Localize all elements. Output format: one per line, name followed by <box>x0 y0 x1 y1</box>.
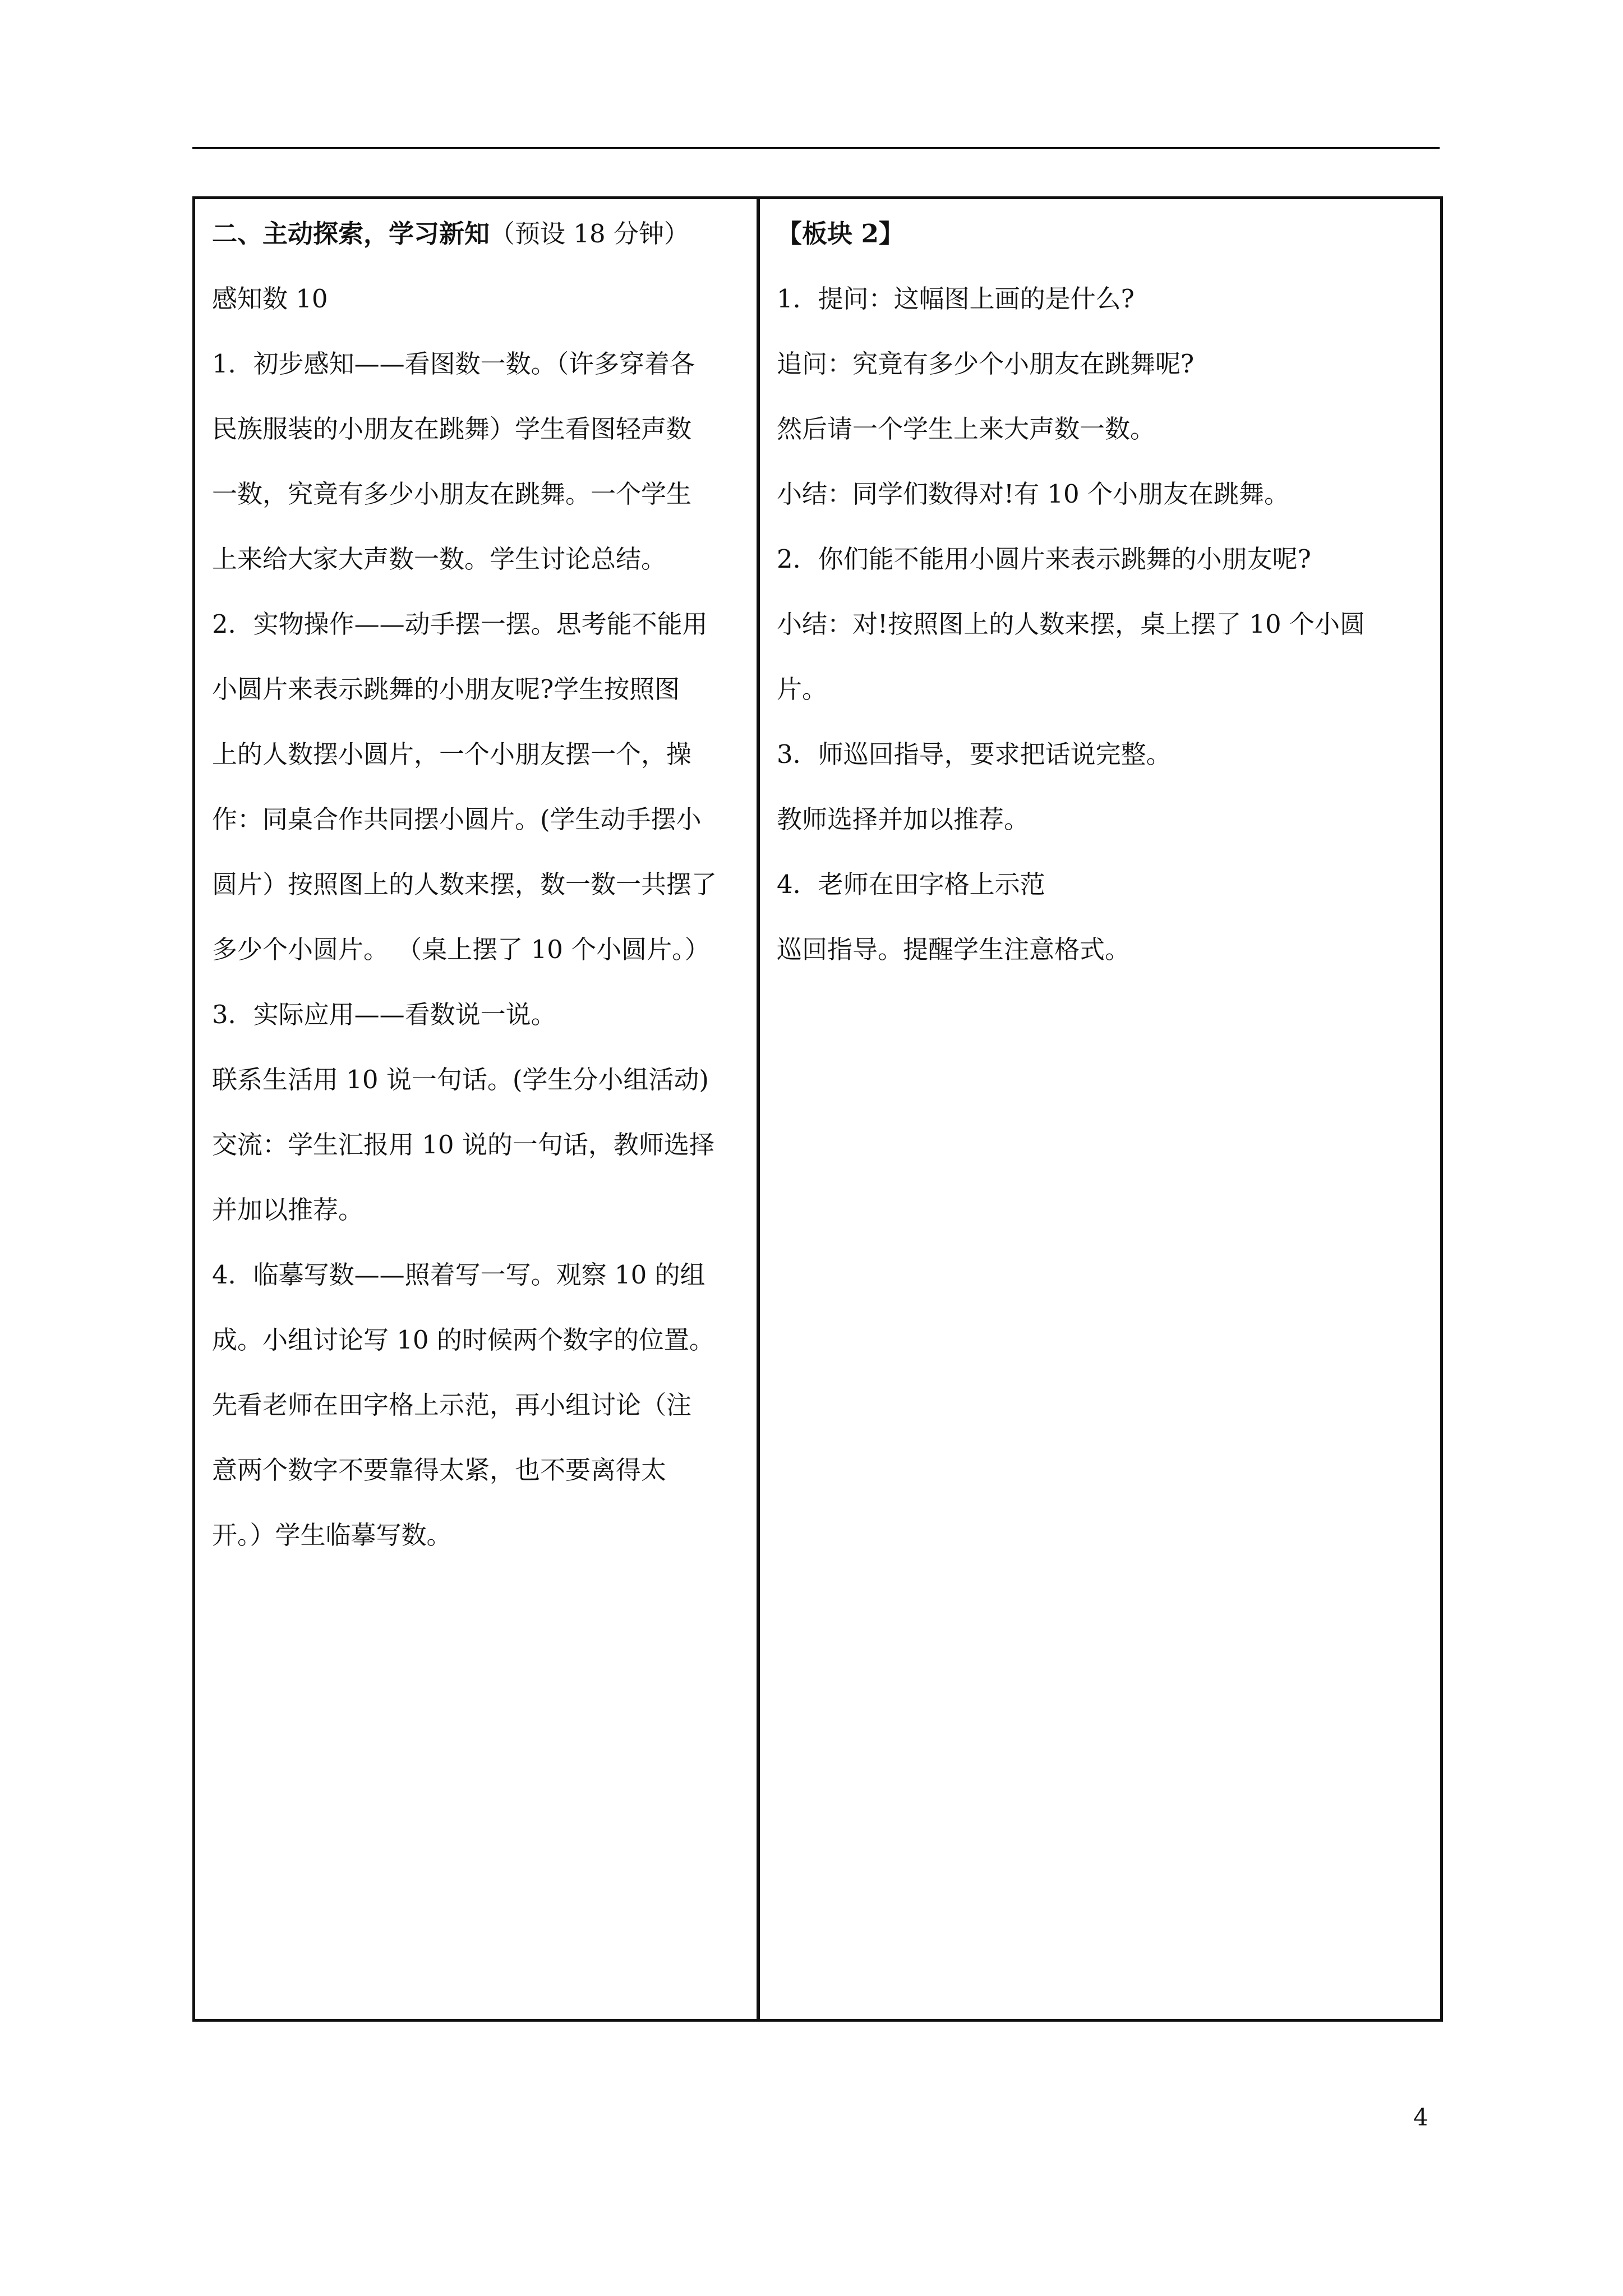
teacher-guidance-paragraph <box>777 868 1429 901</box>
teacher-guidance-text-line: 1．提问：这幅图上画的是什么? <box>777 284 1135 314</box>
header-rule <box>192 147 1440 149</box>
teacher-guidance-text-line: 巡回指导。提醒学生注意格式。 <box>777 935 1131 964</box>
student-activity-paragraph <box>212 348 757 576</box>
teacher-guidance-paragraph <box>777 543 1429 576</box>
section-heading-note: （预设 18 分钟） <box>490 219 689 249</box>
teacher-guidance-text-line: 小结：对!按照图上的人数来摆，桌上摆了 10 个小圆 <box>777 609 1365 639</box>
student-activity-text-line: 2．实物操作——动手摆一摆。思考能不能用 <box>212 609 708 639</box>
student-activity-text-line: 1．初步感知——看图数一数。（许多穿着各 <box>212 349 695 379</box>
student-activity-text-line: 联系生活用 10 说一句话。(学生分小组活动) <box>212 1065 709 1094</box>
student-activity-text-line: 上的人数摆小圆片，一个小朋友摆一个，操 <box>212 739 692 769</box>
teacher-guidance-text-line: 2．你们能不能用小圆片来表示跳舞的小朋友呢? <box>777 544 1311 574</box>
section-heading <box>212 218 757 250</box>
student-activity-paragraph <box>212 999 757 1031</box>
teacher-guidance-paragraph <box>777 478 1429 510</box>
lesson-plan-table <box>192 196 1443 2022</box>
teacher-guidance-paragraph <box>777 738 1429 771</box>
teacher-guidance-paragraph <box>777 803 1429 836</box>
section-heading-title: 二、主动探索，学习新知 <box>212 219 490 249</box>
teacher-guidance-paragraph <box>777 413 1429 445</box>
student-activity-text-line: 意两个数字不要靠得太紧，也不要离得太 <box>212 1455 667 1485</box>
student-activity-column <box>195 199 760 2019</box>
page-number: 4 <box>1413 2104 1428 2131</box>
student-activity-text-line: 4．临摹写数——照着写一写。观察 10 的组 <box>212 1260 706 1290</box>
student-activity-paragraph <box>212 1064 757 1226</box>
student-activity-paragraph <box>212 1259 757 1552</box>
section-subheading: 感知数 10 <box>212 284 328 314</box>
student-activity-text-line: 上来给大家大声数一数。学生讨论总结。 <box>212 544 667 574</box>
student-activity-text-line: 一数，究竟有多少小朋友在跳舞。一个学生 <box>212 479 692 509</box>
student-activity-text-line: 民族服装的小朋友在跳舞）学生看图轻声数 <box>212 414 692 444</box>
teacher-guidance-text-line: 追问：究竟有多少个小朋友在跳舞呢? <box>777 349 1195 379</box>
teacher-guidance-paragraph <box>777 283 1429 315</box>
student-activity-paragraph <box>212 608 757 966</box>
student-activity-text-line: 先看老师在田字格上示范，再小组讨论（注 <box>212 1390 692 1420</box>
teacher-guidance-text-line: 小结：同学们数得对!有 10 个小朋友在跳舞。 <box>777 479 1289 509</box>
teacher-guidance-paragraph <box>777 608 1429 706</box>
teacher-guidance-paragraph <box>777 348 1429 380</box>
student-activity-text-line: 并加以推荐。 <box>212 1195 364 1225</box>
teacher-guidance-text-line: 4．老师在田字格上示范 <box>777 869 1045 899</box>
student-activity-text-line: 多少个小圆片。 （桌上摆了 10 个小圆片。） <box>212 935 710 964</box>
teacher-guidance-text-line: 片。 <box>777 674 828 704</box>
student-activity-text-line: 开。）学生临摹写数。 <box>212 1520 452 1550</box>
student-activity-text-line: 交流：学生汇报用 10 说的一句话，教师选择 <box>212 1130 714 1159</box>
student-activity-paragraphs <box>212 348 757 1552</box>
student-activity-text-line: 作：同桌合作共同摆小圆片。(学生动手摆小 <box>212 804 702 834</box>
block-heading: 【板块 2】 <box>777 219 904 249</box>
teacher-guidance-text-line: 教师选择并加以推荐。 <box>777 804 1030 834</box>
student-activity-text-line: 3．实际应用——看数说一说。 <box>212 1000 556 1029</box>
student-activity-text-line: 圆片）按照图上的人数来摆，数一数一共摆了 <box>212 869 717 899</box>
student-activity-text-line: 小圆片来表示跳舞的小朋友呢?学生按照图 <box>212 674 680 704</box>
student-activity-text-line: 成。小组讨论写 10 的时候两个数字的位置。 <box>212 1325 714 1355</box>
teacher-guidance-paragraphs <box>777 283 1429 966</box>
teacher-guidance-paragraph <box>777 933 1429 966</box>
teacher-guidance-column <box>760 199 1440 2019</box>
teacher-guidance-text-line: 然后请一个学生上来大声数一数。 <box>777 414 1156 444</box>
teacher-guidance-text-line: 3．师巡回指导，要求把话说完整。 <box>777 739 1172 769</box>
